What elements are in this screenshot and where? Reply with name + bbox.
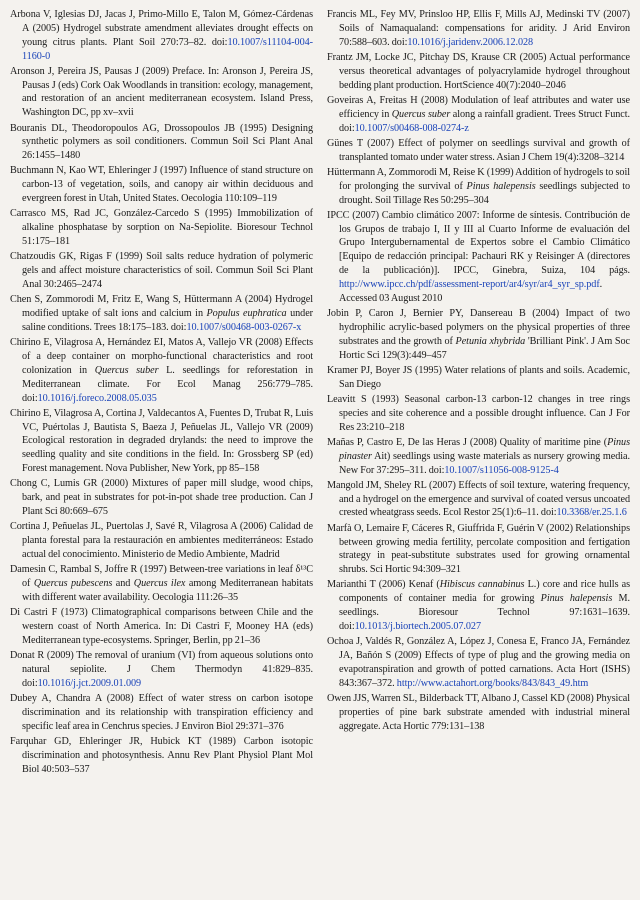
reference-entry: Arbona V, Iglesias DJ, Jacas J, Primo-Millo E, Talon M, Gómez-Cárdenas A (2005) Hydrogel substrate amendment alleviates drought effects on young citrus plants. Plant Soil 270:73–82. doi:10.1007/s11104-004-1160-0: [10, 9, 313, 62]
doi-link[interactable]: 10.1013/j.biortech.2005.07.027: [354, 620, 481, 632]
reference-entry: Carrasco MS, Rad JC, González-Carcedo S (1995) Immobilization of alkaline phosphatase by sorption on Na-Sepiolite. Bioresour Technol 51:175–181: [10, 208, 313, 248]
references-left-column: [10, 8, 313, 900]
reference-entry: Di Castri F (1973) Climatographical comparisons between Chile and the western coast of North America. In: Di Castri F, Mooney HA (eds) Mediterranean type-ecosystems. Springer, Berlin, pp 21–36: [10, 607, 313, 646]
reference-entry: Frantz JM, Locke JC, Pitchay DS, Krause CR (2005) Actual performance versus theoretical advantages of polyacrylamide hydrogel throughout bedding plant production. HortScience 40(7):2040–2046: [327, 51, 630, 91]
reference-entry: Mañas P, Castro E, De las Heras J (2008) Quality of maritime pine (Pinus pinaster Ait) seedlings using waste materials as nursery growing media. New For 37:295–311. doi:10.1007/s11056-008-9125-4: [327, 436, 630, 476]
species-name: Petunia xhybrida: [455, 335, 526, 347]
web-link[interactable]: http://www.actahort.org/books/843/843_49.htm: [396, 677, 589, 689]
doi-link[interactable]: 10.1007/s11104-004-1160-0: [22, 36, 313, 62]
report-link[interactable]: http://www.ipcc.ch/pdf/assessment-report/ar4/syr/ar4_syr_sp.pdf: [339, 278, 600, 290]
reference-entry: Chong C, Lumis GR (2000) Mixtures of paper mill sludge, wood chips, bark, and peat in substrates for pot-in-pot shade tree production. Can J Plant Sci 80:669–675: [10, 478, 313, 518]
reference-entry: Cortina J, Peñuelas JL, Puertolas J, Savé R, Vilagrosa A (2006) Calidad de planta forestal para la restauración en ambientes mediterráneos: Estado actual del conocimiento. Ministerio de Medio Ambiente, Madrid: [10, 521, 313, 560]
species-name: Pinus halepensis: [466, 180, 536, 192]
species-name: Hibiscus cannabinus: [439, 579, 525, 591]
reference-entry: Buchmann N, Kao WT, Ehleringer J (1997) Influence of stand structure on carbon-13 of vegetation, soils, and canopy air within deciduous and evergreen forest in Utah, United States. Oecologia 110:109–119: [10, 165, 313, 205]
species-name: Populus euphratica: [206, 308, 287, 320]
species-name: Quercus suber: [391, 108, 451, 120]
species-name: Pinus pinaster: [339, 436, 630, 462]
species-name: Quercus suber: [94, 364, 159, 376]
reference-entry: Mangold JM, Sheley RL (2007) Effects of soil texture, watering frequency, and a hydrogel on the emergence and survival of coated versus uncoated crested wheatgrass seeds. Ecol Restor 25(1):6–11. doi:10.3368/er.25.1.6: [327, 479, 630, 519]
reference-entry: Günes T (2007) Effect of polymer on seedlings survival and growth of transplanted tomato under water stress. Asian J Chem 19(4):3208–3214: [327, 137, 630, 163]
reference-entry: Francis ML, Fey MV, Prinsloo HP, Ellis F, Mills AJ, Medinski TV (2007) Soils of Namaqualand: compensations for aridity. J Arid Environ 70:588–603. doi:10.1016/j.jaridenv.2006.12.028: [327, 9, 630, 48]
reference-entry: IPCC (2007) Cambio climático 2007: Informe de síntesis. Contribución de los Grupos de trabajo I, II y III al Cuarto Informe de evaluación del Grupo Intergubernamental de Expertos sobre el Cambio Climático [Equipo de redacción principal: Pachauri RK y Reisinger A (directores de la publicación)]. IPCC, Ginebra, Suiza, 104 págs. http://www.ipcc.ch/pdf/assessment-report/ar4/syr/ar4_syr_sp.pdf. Accessed 03 August 2010: [327, 209, 630, 304]
reference-entry: Ochoa J, Valdés R, González A, López J, Conesa E, Franco JA, Fernández JA, Bañón S (2009) Effects of type of plug and the growing media on evapotranspiration and growth of potted carnations. Acta Hort (ISHS) 843:367–372. http://www.actahort.org/books/843/843_49.htm: [327, 636, 630, 689]
reference-entry: Chen S, Zommorodi M, Fritz E, Wang S, Hüttermann A (2004) Hydrogel modified uptake of salt ions and calcium in Populus euphratica under saline conditions. Trees 18:175–183. doi:10.1007/s00468-003-0267-x: [10, 294, 313, 333]
reference-entry: Owen JJS, Warren SL, Bilderback TT, Albano J, Cassel KD (2008) Physical properties of pine bark substrate amended with industrial mineral aggregate. Acta Hortic 779:131–138: [327, 692, 630, 732]
reference-entry: Damesin C, Rambal S, Joffre R (1997) Between-tree variations in leaf δ¹³C of Quercus pubescens and Quercus ilex among Mediterranean habitats with different water availability. Oecologia 111:26–35: [10, 564, 313, 603]
reference-entry: Chirino E, Vilagrosa A, Hernández EI, Matos A, Vallejo VR (2008) Effects of a deep container on morpho-functional characteristics and root colonization in Quercus suber L. seedlings for reforestation in Mediterranean climate. For Ecol Manag 256:779–785. doi:10.1016/j.foreco.2008.05.035: [10, 337, 313, 404]
doi-link[interactable]: 10.3368/er.25.1.6: [556, 507, 627, 519]
reference-entry: Donat R (2009) The removal of uranium (VI) from aqueous solutions onto natural sepiolite. J Chem Thermodyn 41:829–835. doi:10.1016/j.jct.2009.01.009: [10, 650, 313, 689]
species-name: Quercus pubescens: [33, 578, 113, 590]
reference-entry: Kramer PJ, Boyer JS (1995) Water relations of plants and soils. Academic, San Diego: [327, 364, 630, 390]
reference-entry: Chirino E, Vilagrosa A, Cortina J, Valdecantos A, Fuentes D, Trubat R, Luis VC, Puértolas J, Bautista S, Baeza J, Peñuelas JL, Vallejo VR (2009) Ecological restoration in degraded drylands: the need to improve the seedling quality and site conditions in the field. In: Grossberg SP (ed) Forest management. Nova Publisher, New York, pp 85–158: [10, 407, 313, 475]
doi-link[interactable]: 10.1007/s11056-008-9125-4: [444, 464, 559, 476]
reference-entry: Aronson J, Pereira JS, Pausas J (2009) Preface. In: Aronson J, Pereira JS, Pausas J (eds) Cork Oak Woodlands in transition: ecology, management, and restoration of an ancient mediterranean ecosystem. Island Press, Washington DC, pp xv–xvii: [10, 65, 313, 119]
references-right-column: [327, 8, 630, 900]
species-name: Pinus halepensis: [540, 593, 613, 605]
doi-link[interactable]: 10.1016/j.foreco.2008.05.035: [37, 392, 157, 404]
reference-entry: Leavitt S (1993) Seasonal carbon-13 carbon-12 changes in tree rings species and site coherence and a possible drought influence. Can J For Res 23:210–218: [327, 393, 630, 433]
reference-entry: Marianthi T (2006) Kenaf (Hibiscus cannabinus L.) core and rice hulls as components of container media for growing Pinus halepensis M. seedlings. Bioresour Technol 97:1631–1639. doi:10.1013/j.biortech.2005.07.027: [327, 579, 630, 632]
species-name: Quercus ilex: [133, 578, 186, 590]
doi-link[interactable]: 10.1007/s00468-003-0267-x: [186, 321, 302, 333]
reference-entry: Chatzoudis GK, Rigas F (1999) Soil salts reduce hydration of polymeric gels and affect moisture characteristics of soil. Commun Soil Sci Plant Anal 30:2465–2474: [10, 251, 313, 290]
doi-link[interactable]: 10.1007/s00468-008-0274-z: [354, 122, 469, 134]
reference-entry: Farquhar GD, Ehleringer JR, Hubick KT (1989) Carbon isotopic discrimination and photosynthesis. Annu Rev Plant Physiol Plant Mol Biol 40:503–537: [10, 735, 313, 775]
reference-entry: Dubey A, Chandra A (2008) Effect of water stress on carbon isotope discrimination and its relationship with transpiration efficiency and specific leaf area in Cenchrus species. J Environ Biol 29:371–376: [10, 692, 313, 732]
reference-entry: Goveiras A, Freitas H (2008) Modulation of leaf attributes and water use efficiency in Quercus suber along a rainfall gradient. Trees Struct Funct. doi:10.1007/s00468-008-0274-z: [327, 94, 630, 134]
reference-entry: Bouranis DL, Theodoropoulos AG, Drossopoulos JB (1995) Designing synthetic polymers as soil conditioners. Commun Soil Sci Plant Anal 26:1455–1480: [10, 122, 313, 162]
doi-link[interactable]: 10.1016/j.jaridenv.2006.12.028: [407, 36, 534, 48]
reference-entry: Hüttermann A, Zommorodi M, Reise K (1999) Addition of hydrogels to soil for prolonging the survival of Pinus halepensis seedlings subjected to drought. Soil Tillage Res 50:295–304: [327, 166, 630, 206]
doi-link[interactable]: 10.1016/j.jct.2009.01.009: [37, 677, 142, 689]
reference-entry: Jobin P, Caron J, Bernier PY, Dansereau B (2004) Impact of two hydrophilic acrylic-based polymers on the physical properties of three substrates and the growth of Petunia xhybrida 'Brilliant Pink'. J Am Soc Hortic Sci 129(3):449–457: [327, 308, 631, 361]
reference-entry: Marfà O, Lemaire F, Cáceres R, Giuffrida F, Guérin V (2002) Relationships between growing media fertility, percolate composition and fertigation strategy in peat-substitute substrates used for growing ornamental shrubs. Sci Hortic 94:309–321: [327, 522, 630, 576]
